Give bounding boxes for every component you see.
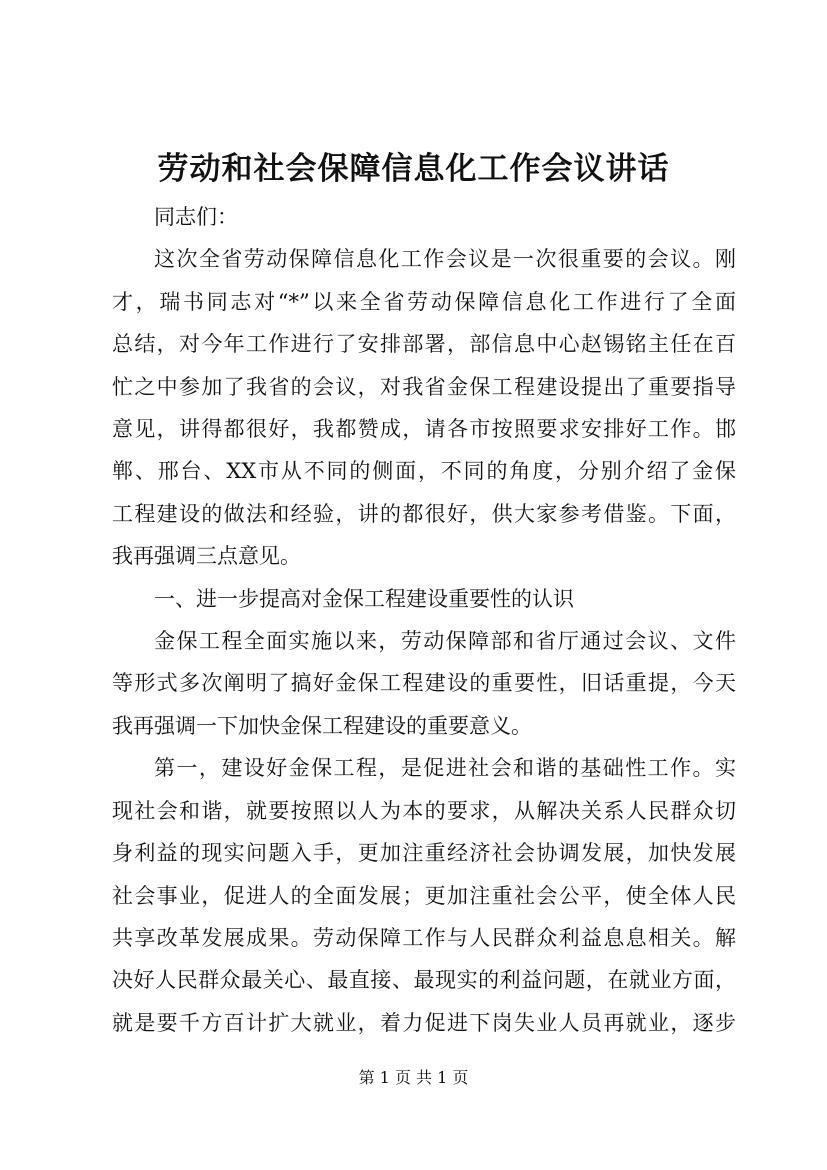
paragraph-line: 社会事业，促进人的全面发展；更加注重社会公平，使全体人民 (112, 883, 736, 908)
paragraph-line: 我再强调一下加快金保工程建设的重要意义。 (112, 713, 532, 738)
paragraph-line: 身利益的现实问题入手，更加注重经济社会协调发展，加快发展 (112, 841, 736, 866)
paragraph-line: 才，瑞书同志对“*”以来全省劳动保障信息化工作进行了全面 (112, 289, 736, 314)
paragraph-line: 意见，讲得都很好，我都赞成，请各市按照要求安排好工作。邯 (112, 417, 736, 442)
paragraph-line: 第一，建设好金保工程，是促进社会和谐的基础性工作。实 (154, 756, 736, 781)
paragraph-line: 我再强调三点意见。 (112, 544, 301, 569)
paragraph-line: 忙之中参加了我省的会议，对我省金保工程建设提出了重要指导 (112, 374, 736, 399)
paragraph-line: 现社会和谐，就要按照以人为本的要求，从解决关系人民群众切 (112, 798, 736, 823)
paragraph-line: 等形式多次阐明了搞好金保工程建设的重要性，旧话重提，今天 (112, 671, 736, 696)
paragraph-line: 共享改革发展成果。劳动保障工作与人民群众利益息息相关。解 (112, 925, 736, 950)
document-body (112, 196, 736, 1044)
paragraph-line: 这次全省劳动保障信息化工作会议是一次很重要的会议。刚 (154, 247, 736, 272)
paragraph-line: 金保工程全面实施以来，劳动保障部和省厅通过会议、文件 (154, 629, 736, 654)
section-heading: 一、进一步提高对金保工程建设重要性的认识 (154, 586, 574, 611)
page-number-footer: 第 1 页 共 1 页 (358, 1068, 469, 1087)
paragraph-line: 郸、邢台、XX市从不同的侧面，不同的角度，分别介绍了金保 (112, 459, 736, 484)
salutation-line: 同志们： (154, 205, 238, 229)
paragraph-line: 工程建设的做法和经验，讲的都很好，供大家参考借鉴。下面， (112, 501, 736, 526)
document-title: 劳动和社会保障信息化工作会议讲话 (157, 151, 670, 187)
paragraph-line: 就是要千方百计扩大就业，着力促进下岗失业人员再就业，逐步 (112, 1010, 736, 1035)
paragraph-line: 决好人民群众最关心、最直接、最现实的利益问题，在就业方面， (112, 968, 736, 993)
paragraph-line: 总结，对今年工作进行了安排部署，部信息中心赵锡铭主任在百 (112, 332, 736, 357)
